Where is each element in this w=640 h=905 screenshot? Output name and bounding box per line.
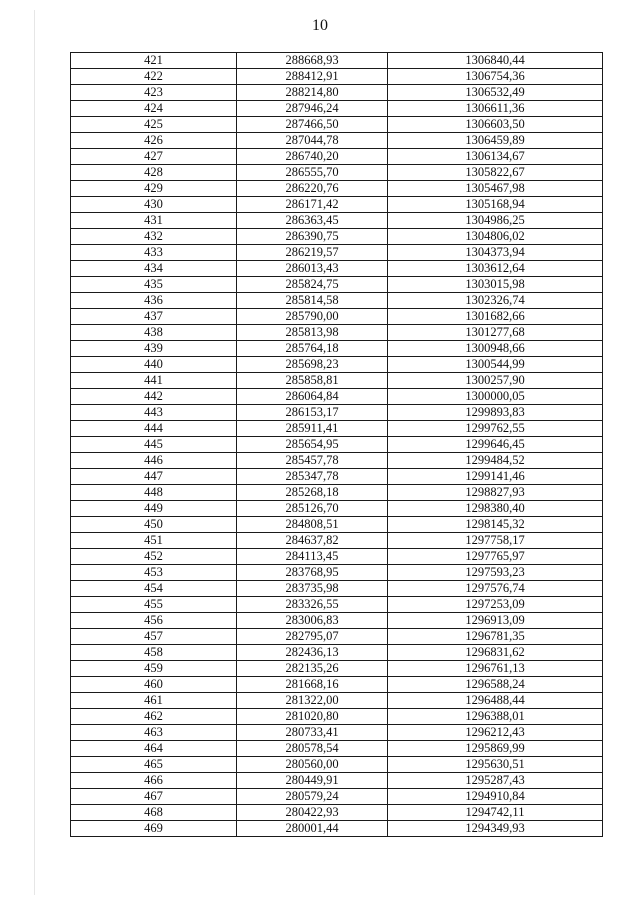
point-number-cell: 450: [71, 517, 237, 533]
y-coordinate-cell: 1305467,98: [388, 181, 603, 197]
point-number-cell: 434: [71, 261, 237, 277]
x-coordinate-cell: 280449,91: [237, 773, 388, 789]
table-row: [71, 421, 603, 437]
x-coordinate-cell: 282795,07: [237, 629, 388, 645]
x-coordinate-cell: 286153,17: [237, 405, 388, 421]
x-coordinate-cell: 285126,70: [237, 501, 388, 517]
x-coordinate-cell: 285268,18: [237, 485, 388, 501]
point-number-cell: 456: [71, 613, 237, 629]
y-coordinate-cell: 1305822,67: [388, 165, 603, 181]
x-coordinate-cell: 285858,81: [237, 373, 388, 389]
x-coordinate-cell: 287044,78: [237, 133, 388, 149]
x-coordinate-cell: 288412,91: [237, 69, 388, 85]
table-row: [71, 629, 603, 645]
x-coordinate-cell: 288214,80: [237, 85, 388, 101]
table-row: [71, 789, 603, 805]
y-coordinate-cell: 1301682,66: [388, 309, 603, 325]
point-number-cell: 448: [71, 485, 237, 501]
x-coordinate-cell: 285457,78: [237, 453, 388, 469]
point-number-cell: 463: [71, 725, 237, 741]
y-coordinate-cell: 1296831,62: [388, 645, 603, 661]
table-row: [71, 181, 603, 197]
y-coordinate-cell: 1299762,55: [388, 421, 603, 437]
y-coordinate-cell: 1301277,68: [388, 325, 603, 341]
x-coordinate-cell: 284113,45: [237, 549, 388, 565]
point-number-cell: 436: [71, 293, 237, 309]
y-coordinate-cell: 1296388,01: [388, 709, 603, 725]
table-row: [71, 677, 603, 693]
table-row: [71, 453, 603, 469]
table-row: [71, 261, 603, 277]
y-coordinate-cell: 1295630,51: [388, 757, 603, 773]
x-coordinate-cell: 280560,00: [237, 757, 388, 773]
y-coordinate-cell: 1297576,74: [388, 581, 603, 597]
y-coordinate-cell: 1294349,93: [388, 821, 603, 837]
x-coordinate-cell: 284637,82: [237, 533, 388, 549]
y-coordinate-cell: 1294742,11: [388, 805, 603, 821]
x-coordinate-cell: 286740,20: [237, 149, 388, 165]
y-coordinate-cell: 1299893,83: [388, 405, 603, 421]
x-coordinate-cell: 280422,93: [237, 805, 388, 821]
y-coordinate-cell: 1295287,43: [388, 773, 603, 789]
x-coordinate-cell: 288668,93: [237, 53, 388, 69]
table-row: [71, 645, 603, 661]
point-number-cell: 438: [71, 325, 237, 341]
point-number-cell: 441: [71, 373, 237, 389]
x-coordinate-cell: 286363,45: [237, 213, 388, 229]
point-number-cell: 444: [71, 421, 237, 437]
table-row: [71, 53, 603, 69]
y-coordinate-cell: 1305168,94: [388, 197, 603, 213]
x-coordinate-cell: 287466,50: [237, 117, 388, 133]
y-coordinate-cell: 1298145,32: [388, 517, 603, 533]
table-row: [71, 133, 603, 149]
point-number-cell: 452: [71, 549, 237, 565]
point-number-cell: 469: [71, 821, 237, 837]
table-row: [71, 277, 603, 293]
y-coordinate-cell: 1306611,36: [388, 101, 603, 117]
point-number-cell: 447: [71, 469, 237, 485]
table-row: [71, 245, 603, 261]
x-coordinate-cell: 286390,75: [237, 229, 388, 245]
point-number-cell: 449: [71, 501, 237, 517]
table-row: [71, 549, 603, 565]
x-coordinate-cell: 281020,80: [237, 709, 388, 725]
table-row: [71, 325, 603, 341]
coordinates-table: [70, 52, 603, 837]
y-coordinate-cell: 1299141,46: [388, 469, 603, 485]
point-number-cell: 459: [71, 661, 237, 677]
table-row: [71, 613, 603, 629]
point-number-cell: 429: [71, 181, 237, 197]
table-row: [71, 517, 603, 533]
x-coordinate-cell: 285764,18: [237, 341, 388, 357]
y-coordinate-cell: 1296781,35: [388, 629, 603, 645]
y-coordinate-cell: 1294910,84: [388, 789, 603, 805]
point-number-cell: 442: [71, 389, 237, 405]
y-coordinate-cell: 1297253,09: [388, 597, 603, 613]
y-coordinate-cell: 1300544,99: [388, 357, 603, 373]
y-coordinate-cell: 1303612,64: [388, 261, 603, 277]
table-row: [71, 85, 603, 101]
x-coordinate-cell: 287946,24: [237, 101, 388, 117]
x-coordinate-cell: 280001,44: [237, 821, 388, 837]
point-number-cell: 425: [71, 117, 237, 133]
table-row: [71, 709, 603, 725]
table-row: [71, 149, 603, 165]
table-row: [71, 469, 603, 485]
y-coordinate-cell: 1304373,94: [388, 245, 603, 261]
point-number-cell: 422: [71, 69, 237, 85]
y-coordinate-cell: 1306532,49: [388, 85, 603, 101]
point-number-cell: 430: [71, 197, 237, 213]
x-coordinate-cell: 285813,98: [237, 325, 388, 341]
point-number-cell: 453: [71, 565, 237, 581]
scan-edge-line: [34, 10, 35, 895]
table-row: [71, 485, 603, 501]
point-number-cell: 431: [71, 213, 237, 229]
table-row: [71, 805, 603, 821]
point-number-cell: 440: [71, 357, 237, 373]
y-coordinate-cell: 1297765,97: [388, 549, 603, 565]
point-number-cell: 451: [71, 533, 237, 549]
point-number-cell: 432: [71, 229, 237, 245]
table-row: [71, 821, 603, 837]
y-coordinate-cell: 1296588,24: [388, 677, 603, 693]
point-number-cell: 445: [71, 437, 237, 453]
point-number-cell: 455: [71, 597, 237, 613]
x-coordinate-cell: 285814,58: [237, 293, 388, 309]
x-coordinate-cell: 283006,83: [237, 613, 388, 629]
point-number-cell: 467: [71, 789, 237, 805]
table-row: [71, 757, 603, 773]
point-number-cell: 464: [71, 741, 237, 757]
point-number-cell: 421: [71, 53, 237, 69]
y-coordinate-cell: 1303015,98: [388, 277, 603, 293]
table-row: [71, 773, 603, 789]
page-number: 10: [312, 17, 328, 34]
y-coordinate-cell: 1296212,43: [388, 725, 603, 741]
y-coordinate-cell: 1302326,74: [388, 293, 603, 309]
point-number-cell: 426: [71, 133, 237, 149]
x-coordinate-cell: 285911,41: [237, 421, 388, 437]
table-row: [71, 581, 603, 597]
table-row: [71, 293, 603, 309]
point-number-cell: 458: [71, 645, 237, 661]
point-number-cell: 437: [71, 309, 237, 325]
table-row: [71, 405, 603, 421]
table-row: [71, 69, 603, 85]
point-number-cell: 427: [71, 149, 237, 165]
coordinates-table-body: [71, 53, 603, 837]
table-row: [71, 741, 603, 757]
x-coordinate-cell: 286555,70: [237, 165, 388, 181]
x-coordinate-cell: 281668,16: [237, 677, 388, 693]
x-coordinate-cell: 284808,51: [237, 517, 388, 533]
table-row: [71, 437, 603, 453]
point-number-cell: 466: [71, 773, 237, 789]
y-coordinate-cell: 1300948,66: [388, 341, 603, 357]
y-coordinate-cell: 1297593,23: [388, 565, 603, 581]
y-coordinate-cell: 1304806,02: [388, 229, 603, 245]
x-coordinate-cell: 285654,95: [237, 437, 388, 453]
point-number-cell: 433: [71, 245, 237, 261]
table-row: [71, 565, 603, 581]
point-number-cell: 460: [71, 677, 237, 693]
x-coordinate-cell: 286171,42: [237, 197, 388, 213]
y-coordinate-cell: 1299646,45: [388, 437, 603, 453]
x-coordinate-cell: 285824,75: [237, 277, 388, 293]
x-coordinate-cell: 286219,57: [237, 245, 388, 261]
x-coordinate-cell: 281322,00: [237, 693, 388, 709]
y-coordinate-cell: 1299484,52: [388, 453, 603, 469]
y-coordinate-cell: 1296488,44: [388, 693, 603, 709]
point-number-cell: 424: [71, 101, 237, 117]
x-coordinate-cell: 280578,54: [237, 741, 388, 757]
point-number-cell: 428: [71, 165, 237, 181]
point-number-cell: 446: [71, 453, 237, 469]
point-number-cell: 465: [71, 757, 237, 773]
y-coordinate-cell: 1306840,44: [388, 53, 603, 69]
y-coordinate-cell: 1306603,50: [388, 117, 603, 133]
point-number-cell: 454: [71, 581, 237, 597]
table-row: [71, 501, 603, 517]
table-row: [71, 661, 603, 677]
x-coordinate-cell: 285698,23: [237, 357, 388, 373]
x-coordinate-cell: 280579,24: [237, 789, 388, 805]
x-coordinate-cell: 286013,43: [237, 261, 388, 277]
y-coordinate-cell: 1298380,40: [388, 501, 603, 517]
point-number-cell: 457: [71, 629, 237, 645]
y-coordinate-cell: 1297758,17: [388, 533, 603, 549]
x-coordinate-cell: 283735,98: [237, 581, 388, 597]
table-row: [71, 117, 603, 133]
point-number-cell: 439: [71, 341, 237, 357]
y-coordinate-cell: 1300257,90: [388, 373, 603, 389]
y-coordinate-cell: 1296913,09: [388, 613, 603, 629]
point-number-cell: 461: [71, 693, 237, 709]
table-row: [71, 229, 603, 245]
y-coordinate-cell: 1296761,13: [388, 661, 603, 677]
x-coordinate-cell: 282135,26: [237, 661, 388, 677]
y-coordinate-cell: 1304986,25: [388, 213, 603, 229]
table-row: [71, 357, 603, 373]
x-coordinate-cell: 280733,41: [237, 725, 388, 741]
table-row: [71, 533, 603, 549]
table-row: [71, 693, 603, 709]
x-coordinate-cell: 285790,00: [237, 309, 388, 325]
table-row: [71, 165, 603, 181]
table-row: [71, 213, 603, 229]
x-coordinate-cell: 285347,78: [237, 469, 388, 485]
y-coordinate-cell: 1306754,36: [388, 69, 603, 85]
y-coordinate-cell: 1298827,93: [388, 485, 603, 501]
table-row: [71, 101, 603, 117]
table-row: [71, 373, 603, 389]
y-coordinate-cell: 1306459,89: [388, 133, 603, 149]
y-coordinate-cell: 1295869,99: [388, 741, 603, 757]
point-number-cell: 468: [71, 805, 237, 821]
x-coordinate-cell: 286064,84: [237, 389, 388, 405]
point-number-cell: 435: [71, 277, 237, 293]
table-row: [71, 341, 603, 357]
table-row: [71, 725, 603, 741]
table-row: [71, 597, 603, 613]
x-coordinate-cell: 283326,55: [237, 597, 388, 613]
table-row: [71, 309, 603, 325]
y-coordinate-cell: 1300000,05: [388, 389, 603, 405]
x-coordinate-cell: 282436,13: [237, 645, 388, 661]
table-row: [71, 197, 603, 213]
point-number-cell: 423: [71, 85, 237, 101]
point-number-cell: 462: [71, 709, 237, 725]
y-coordinate-cell: 1306134,67: [388, 149, 603, 165]
x-coordinate-cell: 286220,76: [237, 181, 388, 197]
x-coordinate-cell: 283768,95: [237, 565, 388, 581]
point-number-cell: 443: [71, 405, 237, 421]
table-row: [71, 389, 603, 405]
